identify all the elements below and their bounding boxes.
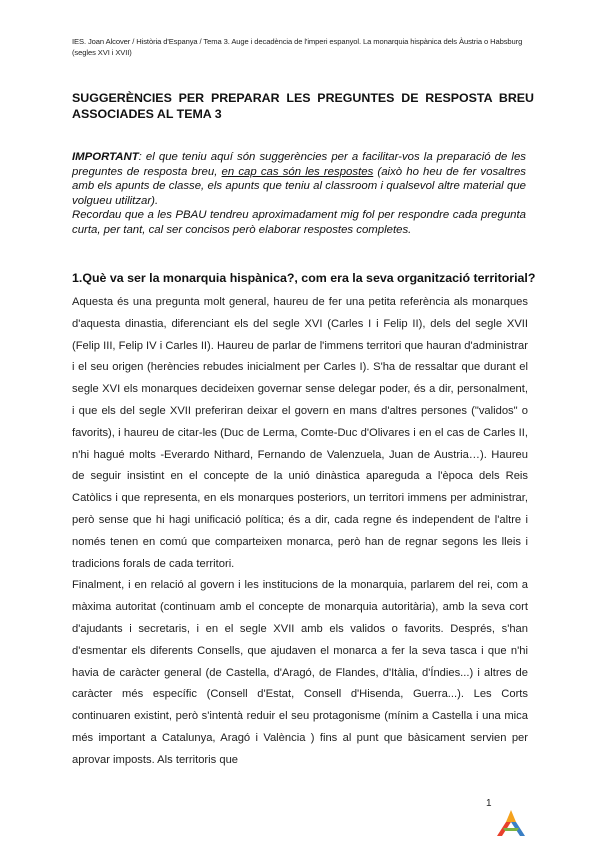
page-header: IES. Joan Alcover / Història d'Espanya / Tema 3. Auge i decadència de l'imperi espanyol. La monarquia hispànica dels Àustria o Habsburg (segles XVI i XVII): [72, 37, 523, 57]
school-logo-icon: [494, 808, 528, 838]
important-paragraph-2: Recordau que a les PBAU tendreu aproximadament mig fol per respondre cada pregunta curta, per tant, cal ser concisos però elaborar respostes completes.: [72, 209, 526, 236]
question-1-heading: 1.Què va ser la monarquia hispànica?, com era la seva organització territorial?: [72, 271, 536, 285]
page-number: 1: [486, 798, 492, 809]
important-notice: [72, 150, 526, 237]
document-title: SUGGERÈNCIES PER PREPARAR LES PREGUNTES DE RESPOSTA BREU ASSOCIADES AL TEMA 3: [72, 91, 534, 121]
question-1-body: [72, 292, 528, 772]
important-underlined: en cap cas són les respostes: [221, 165, 374, 178]
body-paragraph-2: Finalment, i en relació al govern i les institucions de la monarquia, parlarem del rei, com a màxima autoritat (continuam amb el concepte de monarquia autoritària), amb la seva cort d'ajudants i secretaris, i en el segle XVII amb els validos o favorits. Després, s'han d'esmentar els diferents Consells, que ajudaven el monarca a fer la seva tasca i que n'hi havia de caràcter general (de Castella, d'Aragó, de Flandes, d'Itàlia, d'Índies...) i altres de caràcter més específic (Consell d'Estat, Consell d'Hisenda, Guerra...). Les Corts continuaren existint, però s'intentà reduir el seu protagonisme (mínim a Castella i una mica més important a Catalunya, Aragó i València ) fins al punt que bàsicament servien per aprovar imposts. Als territoris que: [72, 579, 528, 766]
important-text-1: : el que teniu aquí són suggerències per a facilitar-vos la preparació de les preguntes de resposta breu,: [72, 151, 526, 178]
important-paragraph-1: [72, 150, 526, 208]
important-lead: IMPORTANT: [72, 151, 139, 163]
important-text-2: (això ho heu de fer vosaltres amb els apunts de classe, els apunts que teniu al classroom i qualsevol altre material que volgueu utilitzar).: [72, 165, 526, 207]
body-paragraph-1: Aquesta és una pregunta molt general, haureu de fer una petita referència als monarques d'aquesta dinastia, diferenciant els del segle XVI (Carles I i Felip II), dels del segle XVII (Felip III, Felip IV i Carles II). Haureu de parlar de l'immens territori que hauran d'administrar i el seu origen (herències rebudes inicialment per Carles I). S'ha de ressaltar que durant el segle XVI els monarques decideixen governar sense delegar poder, és a dir, personalment, i que els del segle XVII preferiran deixar el govern en mans d'altres persones ("validos" o favorits), i haureu de citar-les (Duc de Lerma, Comte-Duc d'Olivares i en el cas de Carles II, n'hi hagué molts -Everardo Nithard, Fernando de Valenzuela, Juan de Austria…). Haureu de seguir insistint en el concepte de la unió dinàstica apareguda a l'època dels Reis Catòlics i que representa, en els monarques posteriors, un territori immens per administrar, però sense que hi hagi unificació política; és a dir, cada regne és independent de l'altre i només tenen en comú que comparteixen monarca, però han de regnar segons les lleis i tradicions forals de cada territori.: [72, 296, 528, 570]
